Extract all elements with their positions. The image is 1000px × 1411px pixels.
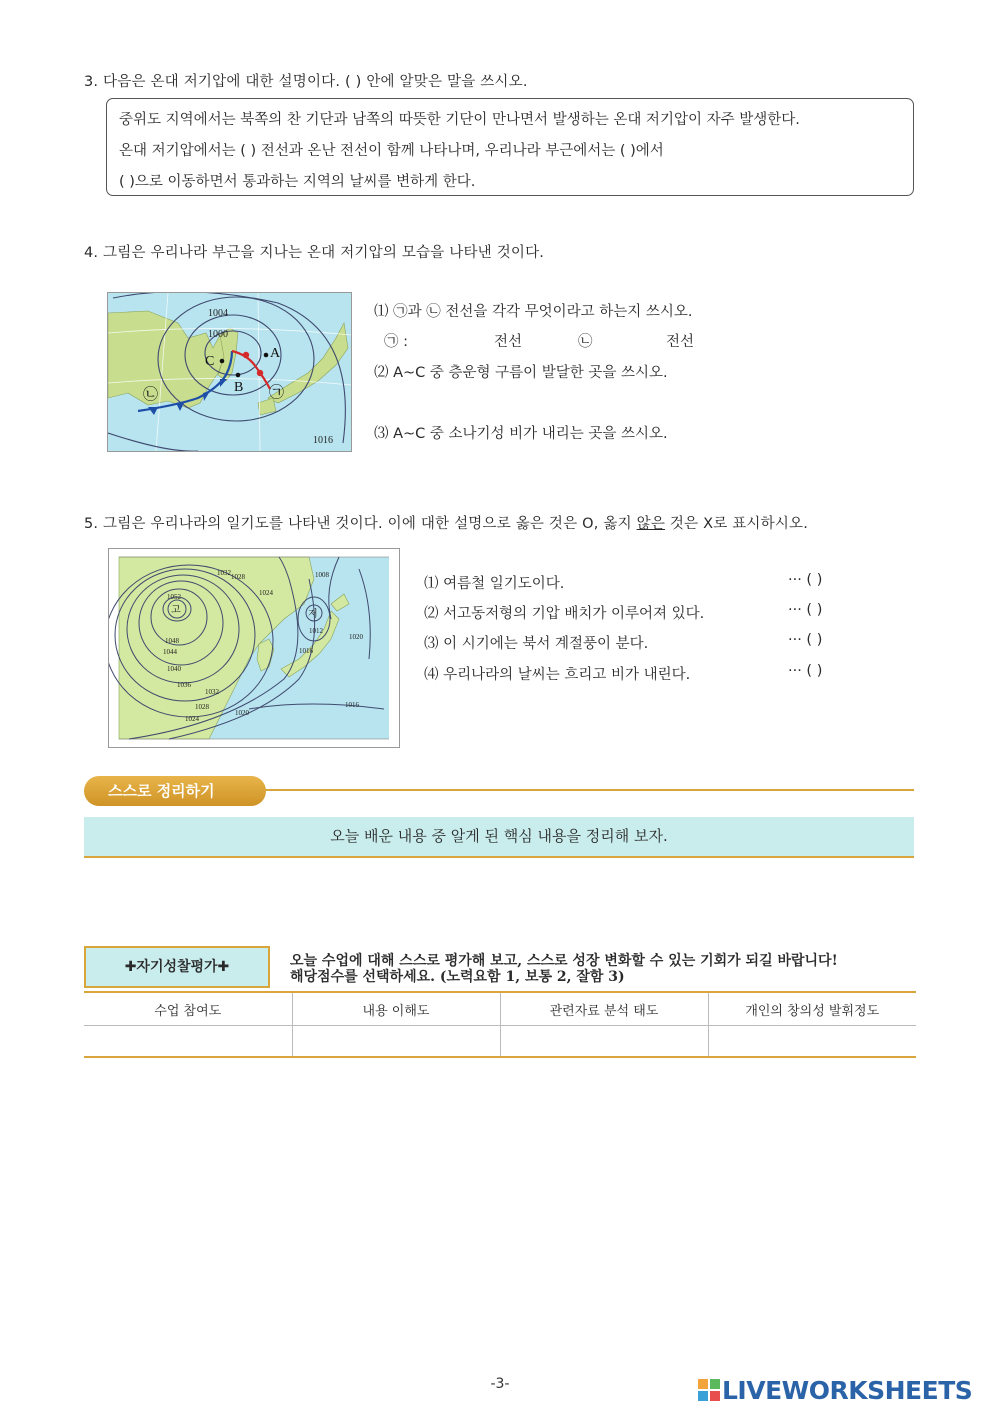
q5-isobar-1016-a: 1016 <box>299 647 313 655</box>
logo-mark-icon <box>698 1378 720 1400</box>
self-eval-table <box>84 991 916 1058</box>
q4-point-b: B <box>234 380 244 395</box>
q5-title-underlined: 않은 <box>636 516 666 532</box>
q5-isobar-1040: 1040 <box>167 665 181 673</box>
summary-title-pill: 스스로 정리하기 <box>84 776 266 806</box>
q5-isobar-1036: 1036 <box>177 681 191 689</box>
logo-text: LIVEWORKSHEETS <box>722 1376 973 1405</box>
q4-point-c: C <box>205 354 215 369</box>
q3-title: 3. 다음은 온대 저기압에 대한 설명이다. ( ) 안에 알맞은 말을 쓰시오. <box>84 74 528 90</box>
score-understanding[interactable] <box>292 1026 500 1058</box>
q4-front-label-a: ㉠ <box>269 383 285 401</box>
q5-item-2: ⑵ 서고동저형의 기압 배치가 이루어져 있다. <box>424 606 705 622</box>
q4-isobar-label-1000: 1000 <box>208 329 228 340</box>
q5-isobar-1028: 1028 <box>195 703 209 711</box>
liveworksheets-logo <box>698 1376 972 1405</box>
q4-sub1-label-b: ㉡ <box>578 334 593 350</box>
q5-title-start: 5. 그림은 우리나라의 일기도를 나타낸 것이다. 이에 대한 설명으로 옳은 것은 O, 옳지 <box>84 516 637 532</box>
q5-item-4-blank[interactable]: ··· ( ) <box>788 663 823 679</box>
q5-isobar-1032-top: 1032 <box>217 569 231 577</box>
q3-passage-box <box>106 98 914 196</box>
q4-cyclone-map <box>107 292 352 452</box>
q3-line-2: 온대 저기압에서는 ( ) 전선과 온난 전선이 함께 나타나며, 우리나라 부근에서는 ( )에서 <box>119 143 664 159</box>
col-analysis: 관련자료 분석 태도 <box>500 992 708 1026</box>
q4-isobar-label-1016: 1016 <box>313 435 333 446</box>
q5-isobar-1024-top: 1024 <box>259 589 273 597</box>
q4-sub1-suffix-b: 전선 <box>666 334 695 350</box>
q5-isobar-1024: 1024 <box>185 715 199 723</box>
q5-item-1: ⑴ 여름철 일기도이다. <box>424 576 565 592</box>
q5-low-label: 저 <box>308 609 318 620</box>
self-eval-line-2: 해당점수를 선택하세요. (노력요함 1, 보통 2, 잘함 3) <box>290 969 625 985</box>
q4-title: 4. 그림은 우리나라 부근을 지나는 온대 저기압의 모습을 나타낸 것이다. <box>84 245 545 261</box>
self-eval-score-row <box>84 1026 916 1058</box>
q4-sub1: ⑴ ㉠과 ㉡ 전선을 각각 무엇이라고 하는지 쓰시오. <box>374 304 693 320</box>
score-analysis[interactable] <box>500 1026 708 1058</box>
q5-title <box>84 512 808 533</box>
q5-item-4: ⑷ 우리나라의 날씨는 흐리고 비가 내린다. <box>424 667 691 683</box>
q5-isobar-1016-b: 1016 <box>345 701 359 709</box>
score-creativity[interactable] <box>708 1026 916 1058</box>
q5-item-1-blank[interactable]: ··· ( ) <box>788 572 823 588</box>
q5-isobar-1020: 1020 <box>235 709 249 717</box>
q5-isobar-1012: 1012 <box>309 627 323 635</box>
summary-header-rule <box>250 789 914 791</box>
col-understanding: 내용 이해도 <box>292 992 500 1026</box>
page-number: -3- <box>490 1376 510 1392</box>
q5-weather-map <box>108 548 400 748</box>
self-eval-title: ✚자기성찰평가✚ <box>84 946 270 988</box>
q5-high-label: 고 <box>171 605 181 616</box>
q5-isobar-1052: 1052 <box>167 593 181 601</box>
self-eval-header-row <box>84 992 916 1026</box>
q5-item-3: ⑶ 이 시기에는 북서 계절풍이 분다. <box>424 636 649 652</box>
q5-isobar-1028-top: 1028 <box>231 573 245 581</box>
q3-line-3: ( )으로 이동하면서 통과하는 지역의 날씨를 변하게 한다. <box>119 174 476 190</box>
q5-item-2-blank[interactable]: ··· ( ) <box>788 602 823 618</box>
q4-sub1-suffix-a: 전선 <box>494 334 523 350</box>
q4-sub1-label-a: ㉠ : <box>384 334 408 350</box>
q4-point-a: A <box>270 346 281 361</box>
q4-front-label-b: ㉡ <box>143 385 159 403</box>
col-creativity: 개인의 창의성 발휘정도 <box>708 992 916 1026</box>
q5-isobar-1032: 1032 <box>205 688 219 696</box>
q5-isobar-1020-right: 1020 <box>349 633 363 641</box>
q4-sub2: ⑵ A~C 중 층운형 구름이 발달한 곳을 쓰시오. <box>374 365 668 381</box>
col-participation: 수업 참여도 <box>84 992 292 1026</box>
q5-isobar-1044: 1044 <box>163 648 177 656</box>
summary-prompt-bar: 오늘 배운 내용 중 알게 된 핵심 내용을 정리해 보자. <box>84 817 914 858</box>
self-eval-line-1: 오늘 수업에 대해 스스로 평가해 보고, 스스로 성장 변화할 수 있는 기회가 되길 바랍니다! <box>290 953 838 969</box>
q5-isobar-1048: 1048 <box>165 637 179 645</box>
q5-isobar-1008: 1008 <box>315 571 329 579</box>
q5-item-3-blank[interactable]: ··· ( ) <box>788 632 823 648</box>
q5-title-end: 것은 X로 표시하시오. <box>665 516 809 532</box>
q4-sub3: ⑶ A~C 중 소나기성 비가 내리는 곳을 쓰시오. <box>374 426 668 442</box>
q3-line-1: 중위도 지역에서는 북쪽의 찬 기단과 남쪽의 따뜻한 기단이 만나면서 발생하는 온대 저기압이 자주 발생한다. <box>119 112 800 128</box>
score-participation[interactable] <box>84 1026 292 1058</box>
q4-isobar-label-1004: 1004 <box>208 308 228 319</box>
